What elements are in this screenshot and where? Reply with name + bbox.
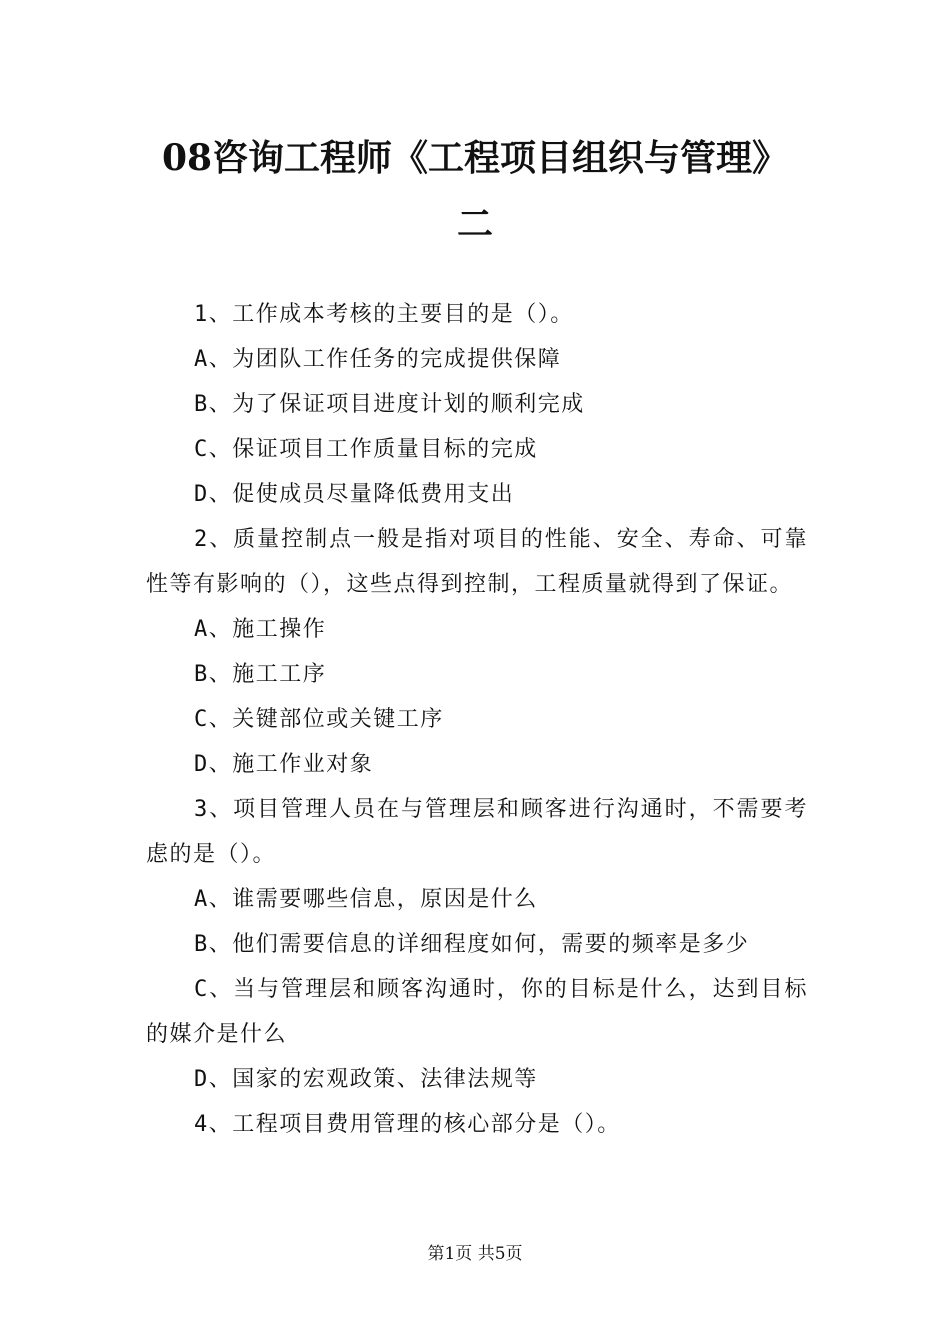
question-2-stem: 2、质量控制点一般是指对项目的性能、安全、寿命、可靠性等有影响的（），这些点得到控制，工程质量就得到了保证。 — [146, 527, 808, 597]
question-1-option-c: C、保证项目工作质量目标的完成 — [194, 437, 538, 462]
question-1-option-b: B、为了保证项目进度计划的顺利完成 — [194, 392, 585, 417]
question-1-option-d: D、促使成员尽量降低费用支出 — [194, 482, 515, 507]
question-4-stem: 4、工程项目费用管理的核心部分是（）。 — [194, 1112, 621, 1137]
document-title-line-1: 08咨询工程师《工程项目组织与管理》 — [161, 137, 789, 179]
question-2-option-a: A、施工操作 — [194, 617, 327, 642]
question-3-option-a: A、谁需要哪些信息，原因是什么 — [194, 887, 538, 912]
question-3-option-c: C、当与管理层和顾客沟通时，你的目标是什么，达到目标的媒介是什么 — [146, 977, 808, 1047]
question-2-option-b: B、施工工序 — [194, 662, 327, 687]
document-body — [146, 292, 808, 1147]
question-2-option-d: D、施工作业对象 — [194, 752, 374, 777]
question-3-option-b: B、他们需要信息的详细程度如何，需要的频率是多少 — [194, 932, 750, 957]
question-3-option-d: D、国家的宏观政策、法律法规等 — [194, 1067, 538, 1092]
page-footer: 第1页 共5页 — [427, 1244, 523, 1264]
document-title-line-2: 二 — [456, 203, 493, 245]
question-2-option-c: C、关键部位或关键工序 — [194, 707, 444, 732]
question-1-option-a: A、为团队工作任务的完成提供保障 — [194, 347, 562, 372]
question-1-stem: 1、工作成本考核的主要目的是（）。 — [194, 302, 574, 327]
question-3-stem: 3、项目管理人员在与管理层和顾客进行沟通时，不需要考虑的是（）。 — [146, 797, 808, 867]
